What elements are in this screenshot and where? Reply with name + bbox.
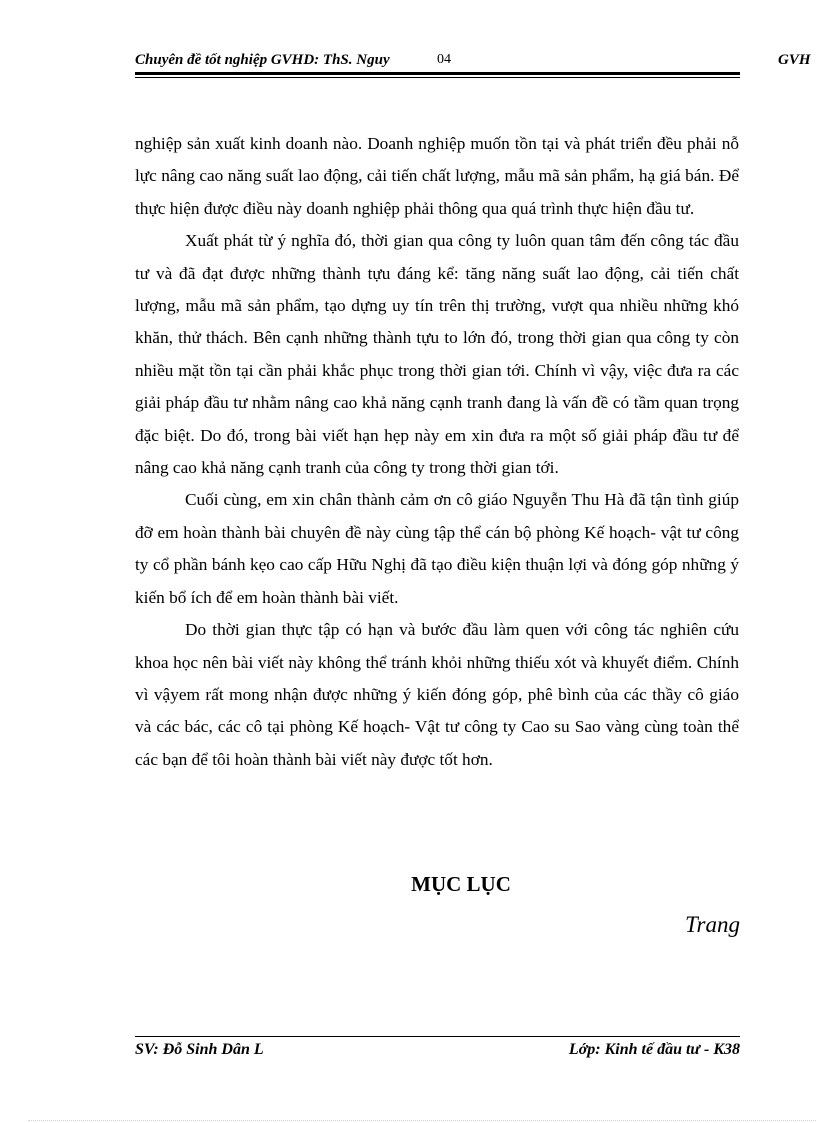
body-text [135, 128, 739, 776]
page-number: 04 [437, 52, 451, 67]
footer-rule [135, 1036, 740, 1037]
footer-class: Lớp: Kinh tế đầu tư - K38 [568, 1041, 740, 1058]
header-rule-thin [135, 77, 740, 78]
footer-student: SV: Đỗ Sinh Dân L [135, 1041, 264, 1058]
paragraph: Do thời gian thực tập có hạn và bước đầu làm quen với công tác nghiên cứu khoa học nên bài viết này không thể tránh khỏi những thiếu xót và khuyết điểm. Chính vì vậyem rất mong nhận được những ý kiến đóng góp, phê bình của các thầy cô giáo và các bác, các cô tại phòng Kế hoạch- Vật tư công ty Cao su Sao vàng cùng toàn thể các bạn để tôi hoàn thành bài viết này được tốt hơn. [135, 620, 739, 769]
toc-page-label: Trang [685, 912, 740, 937]
header-left-title: Chuyên đề tốt nghiệp GVHD: ThS. Nguy [135, 52, 390, 68]
paragraph: Cuối cùng, em xin chân thành cảm ơn cô giáo Nguyễn Thu Hà đã tận tình giúp đỡ em hoàn thành bài chuyên đề này cùng tập thể cán bộ phòng Kế hoạch- vật tư công ty cổ phần bánh kẹo cao cấp Hữu Nghị đã tạo điều kiện thuận lợi và đóng góp những ý kiến bổ ích để em hoàn thành bài viết. [135, 490, 739, 607]
page-edge-divider [28, 1120, 816, 1121]
toc-title: MỤC LỤC [411, 872, 511, 896]
paragraph: nghiệp sản xuất kinh doanh nào. Doanh nghiệp muốn tồn tại và phát triển đều phải nỗ lực nâng cao năng suất lao động, cải tiến chất lượng, mẫu mã sản phẩm, hạ giá bán. Để thực hiện được điều này doanh nghiệp phải thông qua quá trình thực hiện đầu tư. [135, 134, 739, 218]
paragraph: Xuất phát từ ý nghĩa đó, thời gian qua công ty luôn quan tâm đến công tác đầu tư và đã đạt được những thành tựu đáng kể: tăng năng suất lao động, cải tiến chất lượng, mẫu mã sản phẩm, tạo dựng uy tín trên thị trường, vượt qua nhiều những khó khăn, thử thách. Bên cạnh những thành tựu to lớn đó, trong thời gian qua công ty còn nhiều mặt tồn tại cần phải khắc phục trong thời gian tới. Chính vì vậy, việc đưa ra các giải pháp đầu tư nhằm nâng cao khả năng cạnh tranh đang là vấn đề có tầm quan trọng đặc biệt. Do đó, trong bài viết hạn hẹp này em xin đưa ra một số giải pháp đầu tư để nâng cao khả năng cạnh tranh của công ty trong thời gian tới. [135, 231, 739, 478]
page-header [135, 48, 816, 72]
header-right-title: GVH [778, 52, 811, 68]
header-rule-thick [135, 72, 740, 75]
